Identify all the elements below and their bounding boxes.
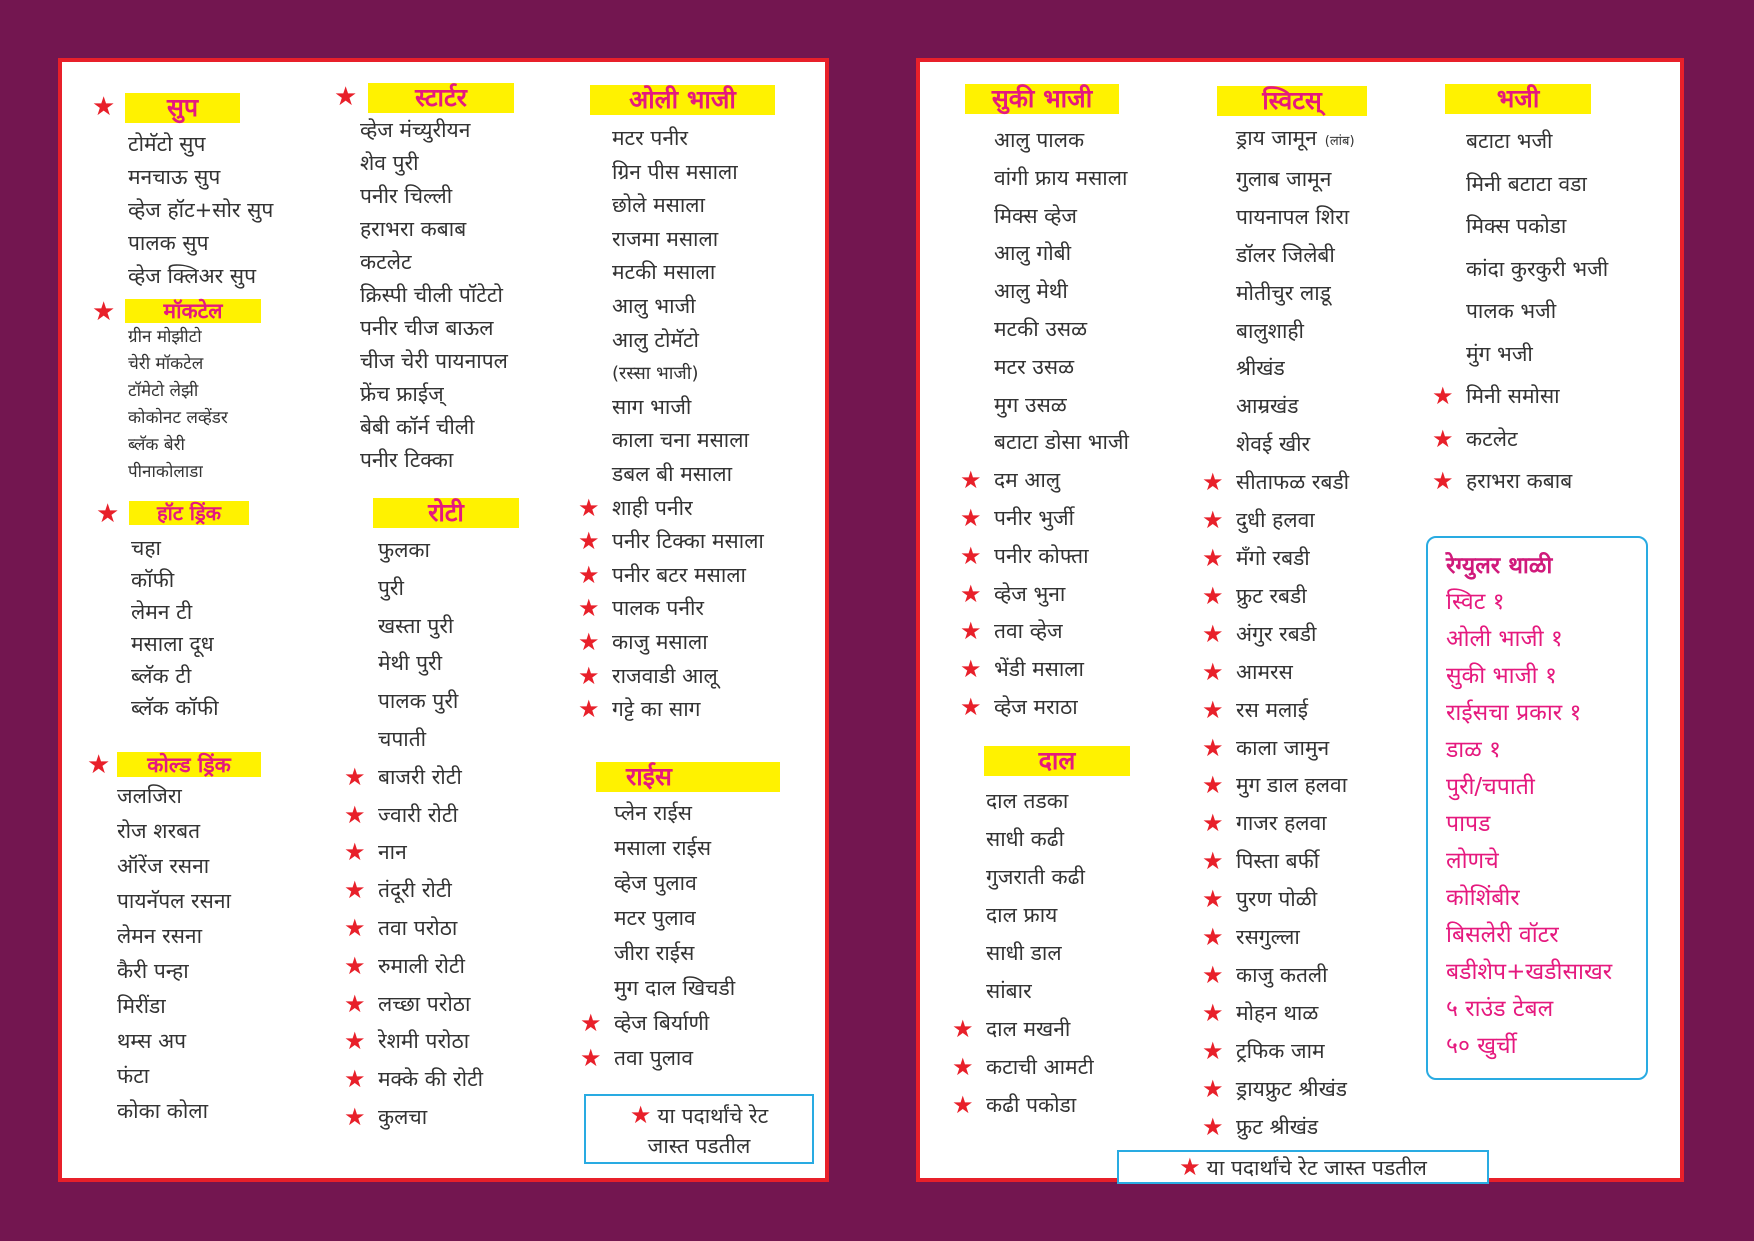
thali-title: रेग्युलर थाळी [1446, 552, 1553, 579]
menu-item: कॉफी [131, 568, 175, 592]
menu-item: मनचाऊ सुप [128, 165, 221, 189]
menu-item: (रस्सा भाजी) [612, 363, 699, 385]
menu-item: ब्लॅक कॉफी [131, 696, 219, 720]
star-icon: ★ [960, 541, 982, 570]
star-icon: ★ [344, 762, 366, 791]
thali-list [1446, 584, 1646, 1065]
star-icon: ★ [92, 92, 116, 122]
star-icon: ★ [1432, 424, 1454, 453]
menu-item: प्लेन राईस [614, 801, 692, 825]
menu-item: ★ रस मलाई [1236, 692, 1355, 730]
star-icon: ★ [1202, 619, 1224, 648]
menu-item: गुलाब जामून [1236, 166, 1332, 191]
star-icon: ★ [1202, 960, 1224, 989]
section-heading-soup: सुप [125, 93, 240, 123]
menu-item: टॉमेटो लेझी [128, 381, 199, 401]
menu-item: ★ काला जामुन [1236, 730, 1355, 768]
bhaji-list [1432, 120, 1609, 503]
section-heading-mocktail: मॉकटेल [125, 299, 261, 323]
menu-item: आलु गोबी [994, 241, 1072, 266]
menu-item: मिनी बटाटा वडा [1466, 171, 1587, 196]
section-heading-cold-drink: कोल्ड ड्रिंक [117, 752, 261, 777]
menu-item: मुग दाल खिचडी [614, 976, 736, 1000]
star-icon: ★ [1432, 382, 1454, 410]
star-icon: ★ [344, 1065, 366, 1094]
menu-item: ऑरेंज रसना [117, 854, 210, 878]
cold-drink-list [117, 779, 231, 1129]
price-note-box [1117, 1150, 1489, 1184]
menu-item: ★ फ्रुट रबडी [1236, 578, 1355, 616]
star-icon: ★ [960, 503, 982, 532]
star-icon: ★ [344, 800, 366, 829]
star-icon: ★ [952, 1053, 974, 1081]
star-icon: ★ [578, 493, 600, 522]
star-icon: ★ [578, 527, 600, 556]
menu-item: मेथी पुरी [378, 651, 443, 676]
menu-item: डबल बी मसाला [612, 461, 733, 486]
thali-item: स्विट १ [1446, 589, 1505, 615]
menu-item: पालक पुरी [378, 689, 459, 714]
star-icon: ★ [952, 1015, 974, 1043]
menu-item: वांगी फ्राय मसाला [994, 165, 1128, 190]
menu-item: छोले मसाला [612, 193, 705, 218]
star-icon: ★ [960, 617, 982, 646]
thali-item: ओली भाजी १ [1446, 626, 1563, 652]
menu-item: कटलेट [360, 250, 412, 274]
dal-list [952, 782, 1094, 1124]
menu-item: ★ मक्के की रोटी [378, 1061, 483, 1099]
menu-item: ★ काजु मसाला [612, 626, 764, 660]
star-icon: ★ [1179, 1153, 1201, 1181]
menu-item: मटकी उसळ [994, 316, 1088, 341]
menu-item: पनीर चिल्ली [360, 184, 453, 208]
menu-item: ★ गट्टे का साग [612, 693, 764, 727]
star-icon: ★ [1202, 1112, 1224, 1141]
menu-item: ★ व्हेज बिर्याणी [614, 1006, 735, 1041]
menu-item: ★ दाल मखनी [986, 1010, 1094, 1048]
star-icon: ★ [87, 750, 111, 780]
menu-item: श्रीखंड [1236, 356, 1285, 381]
menu-item: ★ अंगुर रबडी [1236, 616, 1355, 654]
star-icon: ★ [1202, 1036, 1224, 1065]
menu-item: मुंग भजी [1466, 341, 1533, 366]
menu-item: ★ पिस्ता बर्फी [1236, 843, 1355, 881]
menu-item: ★ तवा व्हेज [994, 613, 1129, 651]
sweets-list [1202, 120, 1355, 1146]
star-icon: ★ [1202, 695, 1224, 724]
menu-item: लेमन रसना [117, 924, 203, 948]
menu-item: मटर पनीर [612, 126, 689, 150]
thali-item: ५ राउंड टेबल [1446, 996, 1554, 1022]
menu-item: मटकी मसाला [612, 260, 716, 285]
star-icon: ★ [578, 661, 600, 690]
menu-item: मसाला राईस [614, 836, 712, 860]
menu-item: दाल फ्राय [986, 903, 1058, 927]
menu-item: कोका कोला [117, 1099, 209, 1123]
menu-item: ★ रुमाली रोटी [378, 948, 483, 986]
section-heading-roti: रोटी [373, 498, 519, 528]
menu-item: व्हेज हॉट+सोर सुप [128, 198, 274, 222]
star-icon: ★ [1202, 809, 1224, 838]
thali-item: पापड [1446, 811, 1491, 837]
menu-item: ★ ज्वारी रोटी [378, 797, 483, 835]
star-icon: ★ [580, 1044, 602, 1072]
menu-item: ★ रसगुल्ला [1236, 919, 1355, 957]
menu-item: ★ पनीर टिक्का मसाला [612, 525, 764, 559]
menu-item: ★ काजु कतली [1236, 957, 1355, 995]
star-icon: ★ [344, 989, 366, 1018]
section-heading-sweets: स्विटस् [1217, 86, 1367, 116]
menu-item: कैरी पन्हा [117, 959, 189, 983]
menu-item: सांबार [986, 979, 1032, 1003]
star-icon: ★ [1202, 1074, 1224, 1103]
menu-item: ★ ड्रायफ्रुट श्रीखंड [1236, 1071, 1355, 1109]
section-heading-bhaji: भजी [1445, 84, 1591, 114]
thali-item: डाळ १ [1446, 737, 1502, 763]
menu-item: पनीर चीज बाऊल [360, 316, 494, 340]
menu-item: बालुशाही [1236, 318, 1304, 343]
menu-item: व्हेज पुलाव [614, 871, 697, 895]
thali-item: ५० खुर्ची [1446, 1033, 1517, 1059]
right-menu-panel [916, 58, 1684, 1182]
starter-list [360, 114, 508, 477]
menu-item: साग भाजी [612, 394, 692, 419]
star-icon: ★ [960, 579, 982, 608]
menu-item: फुलका [378, 538, 430, 562]
star-icon: ★ [1432, 467, 1454, 495]
menu-item: मटर उसळ [994, 354, 1075, 379]
menu-item: ★ तवा परोठा [378, 910, 483, 948]
menu-item: ★ व्हेज मराठा [994, 689, 1129, 727]
thali-item: राईसचा प्रकार १ [1446, 700, 1582, 726]
menu-item: ★ कुलचा [378, 1099, 483, 1137]
star-icon: ★ [960, 655, 982, 684]
menu-item: मिक्स व्हेज [994, 203, 1077, 228]
star-icon: ★ [1202, 543, 1224, 572]
menu-item: जलजिरा [117, 784, 182, 808]
menu-item: ★ रेशमी परोठा [378, 1023, 483, 1061]
menu-item: ★ कटाची आमटी [986, 1048, 1094, 1086]
menu-item: पायनॅपल रसना [117, 889, 231, 913]
star-icon: ★ [578, 627, 600, 656]
star-icon: ★ [960, 466, 982, 495]
menu-item: ★ ट्रफिक जाम [1236, 1033, 1355, 1071]
menu-item: डॉलर जिलेबी [1236, 242, 1335, 267]
menu-item: क्रिस्पी चीली पॉटेटो [360, 283, 503, 307]
star-icon: ★ [96, 499, 120, 529]
menu-item: मसाला दूध [131, 632, 214, 656]
menu-item: चेरी मॉकटेल [128, 354, 204, 374]
menu-item: टोमॅटो सुप [128, 132, 206, 156]
menu-item: शेवई खीर [1236, 432, 1311, 457]
regular-thali-box [1426, 536, 1648, 1080]
menu-item: ★ पनीर भुर्जी [994, 500, 1129, 538]
menu-item: व्हेज मंच्युरीयन [360, 118, 471, 142]
thali-item: कोशिंबीर [1446, 885, 1520, 911]
star-icon: ★ [1202, 657, 1224, 686]
menu-item: ब्लॅक टी [131, 664, 192, 688]
section-heading-starter: स्टार्टर [368, 83, 514, 113]
menu-item: मटर पुलाव [614, 906, 696, 930]
menu-item: ★ बाजरी रोटी [378, 759, 483, 797]
menu-item: ★ हराभरा कबाब [1466, 460, 1608, 503]
roti-list [344, 532, 484, 1137]
hot-drink-list [131, 532, 219, 724]
menu-item: ★ पनीर बटर मसाला [612, 559, 764, 593]
menu-item: ★ व्हेज भुना [994, 576, 1129, 614]
star-icon: ★ [1202, 923, 1224, 952]
menu-item: ★ गाजर हलवा [1236, 805, 1355, 843]
menu-item: फंटा [117, 1064, 150, 1088]
menu-item: मोतीचुर लाडू [1236, 280, 1331, 305]
menu-item: खस्ता पुरी [378, 613, 454, 638]
menu-item: ★ तंदूरी रोटी [378, 872, 483, 910]
menu-item: ★ सीताफळ रबडी [1236, 464, 1355, 502]
star-icon: ★ [1202, 733, 1224, 762]
section-heading-suki-bhaji: सुकी भाजी [965, 84, 1119, 114]
star-icon: ★ [1202, 771, 1224, 800]
mocktail-list [128, 324, 228, 486]
menu-item: पीनाकोलाडा [128, 462, 203, 482]
menu-item: शेव पुरी [360, 151, 419, 175]
menu-item: दाल तडका [986, 789, 1069, 813]
star-icon: ★ [1202, 847, 1224, 876]
menu-item: कोकोनट लव्हेंडर [128, 408, 228, 428]
menu-item: ★ मिनी समोसा [1466, 375, 1608, 418]
menu-item: आलु मेथी [994, 279, 1068, 304]
menu-item: आम्रखंड [1236, 394, 1299, 419]
soup-list [128, 128, 273, 293]
thali-item: पुरी/चपाती [1446, 774, 1535, 800]
star-icon: ★ [1202, 885, 1224, 914]
thali-item: बिसलेरी वॉटर [1446, 922, 1559, 948]
section-heading-oli-bhaji: ओली भाजी [590, 85, 775, 115]
star-icon: ★ [344, 1102, 366, 1131]
menu-item: ★ राजवाडी आलू [612, 660, 764, 694]
menu-item: ★ मँगो रबडी [1236, 540, 1355, 578]
menu-item-note: (लांब) [1324, 134, 1355, 149]
menu-item: आलु पालक [994, 128, 1085, 152]
suki-bhaji-list [960, 122, 1129, 727]
star-icon: ★ [580, 1009, 602, 1037]
menu-item: ★ नान [378, 834, 483, 872]
menu-item: ★ दुधी हलवा [1236, 502, 1355, 540]
menu-item: कांदा कुरकुरी भजी [1466, 256, 1609, 281]
star-icon: ★ [344, 838, 366, 867]
menu-item: ★ तवा पुलाव [614, 1041, 735, 1076]
menu-item: राजमा मसाला [612, 226, 719, 251]
rice-list [580, 796, 736, 1076]
menu-item: मिक्स पकोडा [1466, 214, 1567, 238]
menu-item: पुरी [378, 575, 404, 600]
star-icon: ★ [344, 913, 366, 942]
menu-item: ★ पालक पनीर [612, 592, 764, 626]
menu-item: आलु टोमॅटो [612, 327, 699, 352]
menu-item: ग्रिन पीस मसाला [612, 159, 738, 184]
star-icon: ★ [92, 297, 116, 327]
thali-item: बडीशेप+खडीसाखर [1446, 959, 1613, 985]
left-menu-panel [58, 58, 829, 1182]
star-icon: ★ [344, 1027, 366, 1056]
menu-item: पनीर टिक्का [360, 448, 454, 472]
menu-item: आलु भाजी [612, 293, 696, 318]
menu-item: लेमन टी [131, 600, 193, 624]
star-icon: ★ [334, 82, 358, 112]
star-icon: ★ [960, 692, 982, 721]
thali-item: लोणचे [1446, 848, 1499, 874]
note-line-1: या पदार्थांचे रेट [657, 1104, 769, 1128]
menu-item: चपाती [378, 726, 427, 751]
menu-item: ग्रीन मोझीटो [128, 327, 202, 347]
star-icon: ★ [629, 1101, 652, 1129]
thali-item: सुकी भाजी १ [1446, 663, 1557, 689]
menu-item: फ्रेंच फ्राईज् [360, 382, 444, 406]
star-icon: ★ [344, 951, 366, 980]
menu-item: बेबी कॉर्न चीली [360, 415, 475, 439]
menu-item: ब्लॅक बेरी [128, 435, 185, 455]
menu-item: ★ भेंडी मसाला [994, 651, 1129, 689]
section-heading-dal: दाल [984, 746, 1130, 776]
star-icon: ★ [952, 1091, 974, 1119]
star-icon: ★ [1202, 506, 1224, 535]
star-icon: ★ [578, 560, 600, 589]
menu-item: ★ शाही पनीर [612, 492, 764, 526]
menu-item: पायनापल शिरा [1236, 204, 1350, 229]
menu-item: थम्स अप [117, 1029, 187, 1053]
note-line-2: जास्त पडतील [647, 1134, 751, 1158]
menu-item: साधी कढी [986, 827, 1065, 851]
section-heading-hot-drink: हॉट ड्रिंक [129, 501, 249, 525]
menu-item: व्हेज क्लिअर सुप [128, 264, 257, 288]
section-heading-rice: राईस [596, 762, 780, 792]
menu-item: काला चना मसाला [612, 428, 749, 453]
menu-item: ★ कढी पकोडा [986, 1086, 1094, 1124]
menu-item: जीरा राईस [614, 941, 695, 965]
menu-item: बटाटा डोसा भाजी [994, 430, 1129, 455]
menu-item: मुग उसळ [994, 392, 1067, 417]
oli-bhaji-list [578, 122, 764, 727]
note-text: या पदार्थांचे रेट जास्त पडतील [1206, 1156, 1427, 1180]
star-icon: ★ [1202, 468, 1224, 497]
star-icon: ★ [578, 695, 600, 724]
menu-item: चहा [131, 536, 161, 560]
menu-item: ★ फ्रुट श्रीखंड [1236, 1109, 1355, 1147]
menu-item: चीज चेरी पायनापल [360, 349, 508, 373]
menu-item: ★ कटलेट [1466, 418, 1608, 461]
menu-item: ★ मुग डाल हलवा [1236, 767, 1355, 805]
menu-item: पालक भजी [1466, 299, 1557, 323]
menu-item: हराभरा कबाब [360, 217, 467, 241]
star-icon: ★ [578, 594, 600, 623]
menu-item: ★ लच्छा परोठा [378, 986, 483, 1024]
price-note-box [584, 1094, 814, 1164]
menu-item: ड्राय जामून (लांब) [1236, 126, 1355, 150]
menu-item: ★ पुरण पोळी [1236, 881, 1355, 919]
menu-item: गुजराती कढी [986, 865, 1085, 889]
star-icon: ★ [1202, 581, 1224, 610]
menu-item: रोज शरबत [117, 819, 201, 843]
menu-item: ★ आमरस [1236, 654, 1355, 692]
menu-item: साधी डाल [986, 941, 1062, 965]
menu-item: ★ दम आलु [994, 462, 1129, 500]
star-icon: ★ [1202, 998, 1224, 1027]
star-icon: ★ [344, 876, 366, 905]
menu-item: मिरींडा [117, 994, 166, 1018]
menu-item: ★ मोहन थाळ [1236, 995, 1355, 1033]
menu-item: बटाटा भजी [1466, 129, 1553, 153]
menu-item: पालक सुप [128, 231, 209, 255]
menu-item: ★ पनीर कोफ्ता [994, 538, 1129, 576]
